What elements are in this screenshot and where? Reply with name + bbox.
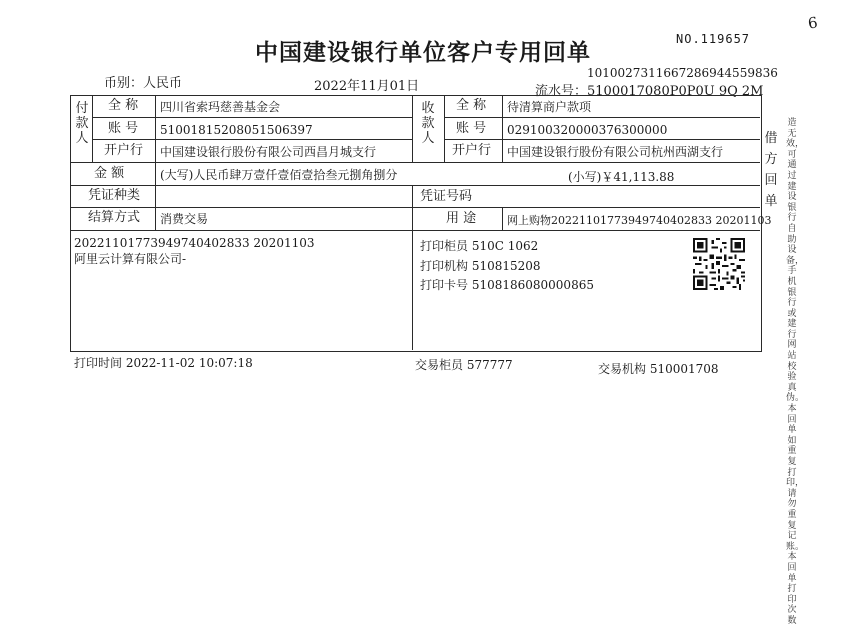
payer-name-label: 全 称 [108, 98, 139, 113]
amount-label: 金 额 [94, 166, 125, 181]
payer-account-label: 账 号 [108, 121, 139, 136]
rule-h1-left [92, 117, 412, 118]
payer-bank-label: 开户行 [104, 143, 144, 158]
settlement-method-label: 结算方式 [88, 210, 141, 225]
verification-note: 造无效，可通过建设银行自助设备，手机银行或建行网站校验真伪。本回单如重复打印，请勿重复记账。本回单打印次数 [786, 118, 805, 626]
rule-v-mid2 [412, 185, 413, 350]
amount-upper: (大写)人民币肆万壹仟壹佰壹拾叁元捌角捌分 [160, 168, 398, 182]
rule-v-label-right [502, 95, 503, 162]
rule-v-label-left [155, 95, 156, 230]
rule-h5 [70, 207, 760, 208]
payee-name: 待清算商户款项 [507, 100, 592, 114]
qr-code [693, 238, 745, 290]
reference-number: 1010027311667286944559836 [587, 66, 778, 80]
transaction-date: 2022年11月01日 [314, 79, 420, 94]
rule-v-payee [444, 95, 445, 162]
purpose-label: 用 途 [446, 211, 477, 226]
payee-account: 029100320000376300000 [507, 123, 668, 137]
transaction-org: 交易机构 510001708 [598, 362, 719, 376]
print-time: 打印时间 2022-11-02 10:07:18 [74, 356, 253, 370]
voucher-number-label: 凭证号码 [420, 189, 473, 204]
voucher-type-label: 凭证种类 [88, 188, 141, 203]
rule-h2-left [92, 139, 412, 140]
rule-v-mid1 [412, 95, 413, 162]
rule-h4 [70, 185, 760, 186]
currency-label: 币别：人民币 [104, 76, 183, 91]
memo-line-1: 20221101773949740402833 20201103 [74, 236, 315, 250]
rule-h3 [70, 162, 760, 163]
payee-section-label: 收款人 [421, 101, 435, 146]
payee-bank-label: 开户行 [452, 143, 492, 158]
payer-name: 四川省索玛慈善基金会 [160, 100, 281, 114]
purpose-value: 网上购物20221101773949740402833 20201103 [507, 214, 772, 227]
payee-name-label: 全 称 [456, 98, 487, 113]
payer-account: 51001815208051506397 [160, 123, 313, 137]
debit-slip-label: 借方回单 [764, 131, 778, 209]
payer-bank: 中国建设银行股份有限公司西昌月城支行 [160, 145, 377, 159]
payee-bank: 中国建设银行股份有限公司杭州西湖支行 [507, 145, 724, 159]
flow-number: 流水号：5100017080P0P0U 9Q 2M [535, 84, 764, 99]
print-card: 打印卡号 5108186080000865 [420, 278, 594, 292]
rule-h1-right [444, 117, 760, 118]
print-teller: 打印柜员 510C 1062 [420, 239, 539, 253]
rule-v-payer [92, 95, 93, 162]
rule-h6 [70, 230, 760, 231]
print-org: 打印机构 510815208 [420, 259, 541, 273]
rule-h2-right [444, 139, 760, 140]
receipt-title: 中国建设银行单位客户专用回单 [255, 40, 591, 66]
corner-mark: 6 [806, 13, 819, 33]
payer-section-label: 付款人 [75, 101, 89, 146]
serial-number: NO.119657 [676, 32, 751, 46]
payee-account-label: 账 号 [456, 121, 487, 136]
memo-line-2: 阿里云计算有限公司- [74, 252, 187, 266]
transaction-teller: 交易柜员 577777 [415, 358, 513, 372]
settlement-method: 消费交易 [160, 212, 209, 226]
rule-v-purpose [502, 207, 503, 230]
amount-lower: (小写)￥41,113.88 [568, 170, 675, 184]
